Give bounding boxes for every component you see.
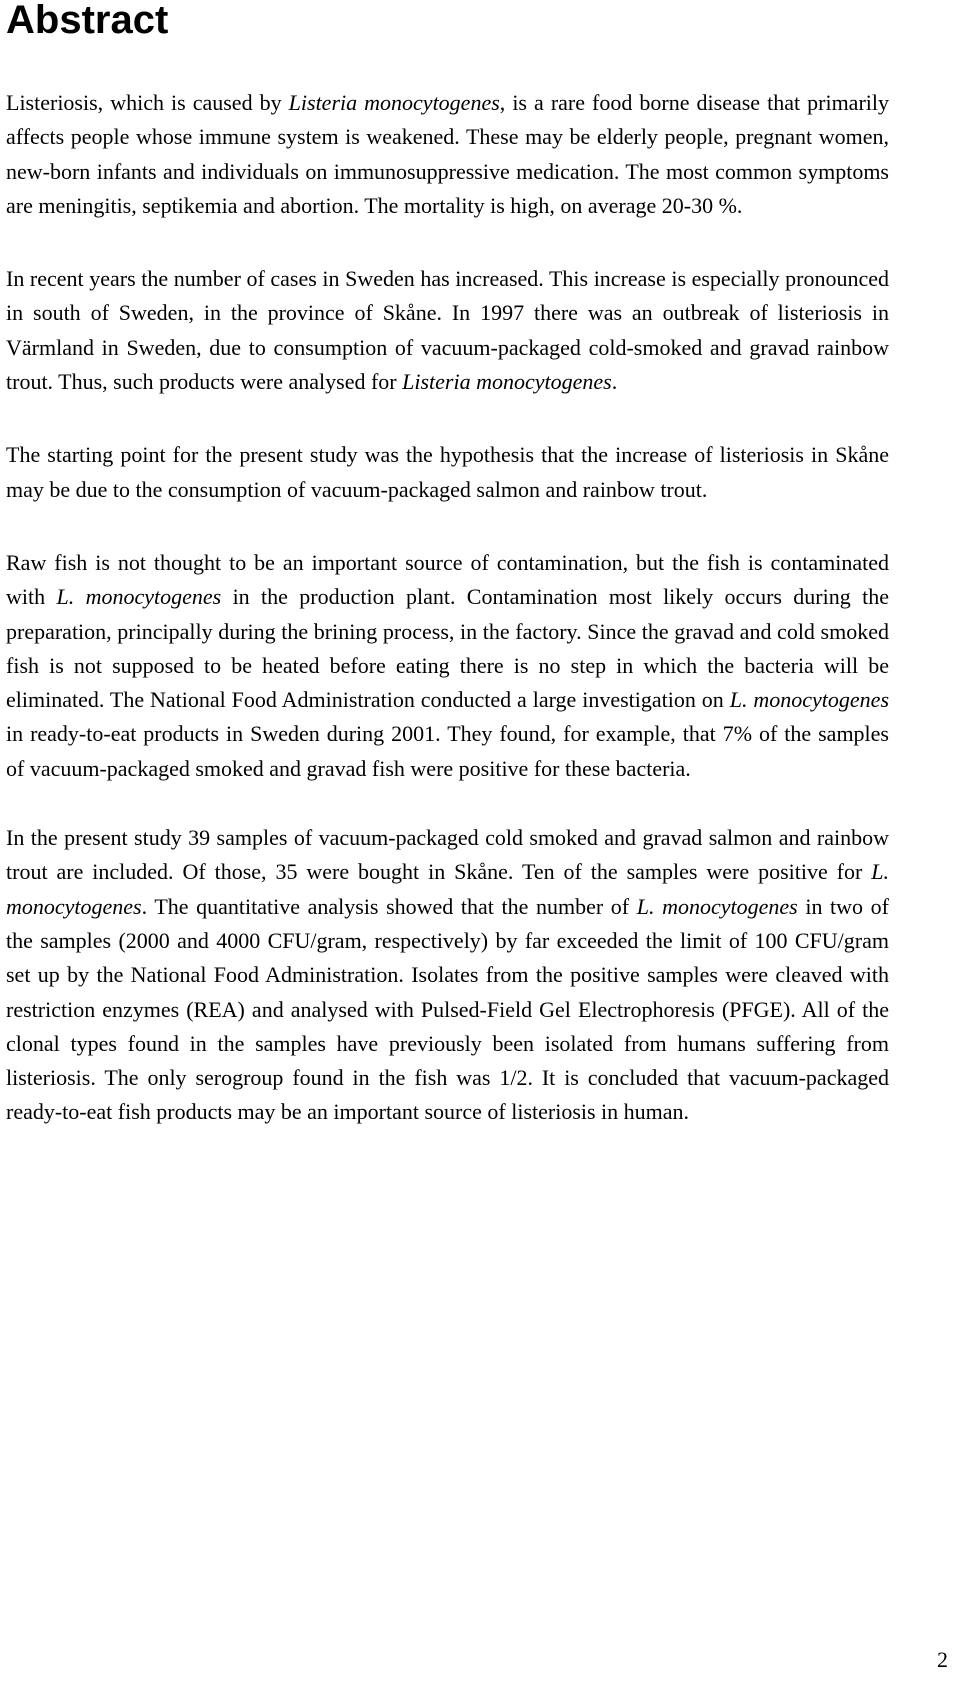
paragraph-4 xyxy=(6,546,889,786)
text-run: In recent years the number of cases in Sweden has increased. This increase is especially pronounced in south of Sweden, in the province of Skåne. In 1997 there was an outbreak of listeriosis in Värmland in Sweden, due to consumption of vacuum-packaged cold-smoked and gravad rainbow trout. Thus, such products were analysed for xyxy=(6,266,889,395)
paragraph-3 xyxy=(6,438,889,507)
italic-term: L. monocytogenes xyxy=(729,687,890,713)
abstract-body xyxy=(6,86,889,1169)
text-run: The starting point for the present study was the hypothesis that the increase of listeriosis in Skåne may be due to the consumption of vacuum-packaged salmon and rainbow trout. xyxy=(6,442,889,502)
text-run: Listeriosis, which is caused by xyxy=(6,90,289,115)
italic-term: Listeria monocytogenes xyxy=(288,90,500,115)
paragraph-1 xyxy=(6,86,889,223)
italic-term: L. monocytogenes xyxy=(6,859,889,919)
section-heading: Abstract xyxy=(6,0,169,42)
text-run: . xyxy=(611,369,618,395)
text-run: , is a rare food borne disease that primarily affects people whose immune system is weakened. These may be elderly people, pregnant women, new-born infants and individuals on immunosuppressive medication. The most common symptoms are meningitis, septikemia and abortion. The mortality is high, on average 20-30 %. xyxy=(6,90,889,218)
text-run: . The quantitative analysis showed that the number of xyxy=(141,893,637,919)
paragraph-2 xyxy=(6,262,889,399)
text-run: in two of the samples (2000 and 4000 CFU/gram, respectively) by far exceeded the limit of 100 CFU/gram set up by the National Food Administration. Isolates from the positive samples were cleaved with restriction enzymes (REA) and analysed with Pulsed-Field Gel Electrophoresis (PFGE). All of the clonal types found in the samples have previously been isolated from humans suffering from listeriosis. The only serogroup found in the fish was 1/2. It is concluded that vacuum-packaged ready-to-eat fish products may be an important source of listeriosis in human. xyxy=(6,893,889,1125)
italic-term: L. monocytogenes xyxy=(636,893,798,919)
text-run: In the present study 39 samples of vacuum-packaged cold smoked and gravad salmon and rainbow trout are included. Of those, 35 were bought in Skåne. Ten of the samples were positive for xyxy=(6,825,889,885)
page-number: 2 xyxy=(937,1647,948,1672)
italic-term: Listeria monocytogenes xyxy=(402,369,612,395)
text-run: in ready-to-eat products in Sweden during 2001. They found, for example, that 7% of the samples of vacuum-packaged smoked and gravad fish were positive for these bacteria. xyxy=(6,721,889,781)
text-run: in the production plant. Contamination most likely occurs during the preparation, principally during the brining process, in the factory. Since the gravad and cold smoked fish is not supposed to be heated before eating there is no step in which the bacteria will be eliminated. The National Food Administration conducted a large investigation on xyxy=(6,584,889,713)
italic-term: L. monocytogenes xyxy=(56,584,222,610)
paragraph-5 xyxy=(6,821,889,1130)
text-run: Raw fish is not thought to be an important source of contamination, but the fish is contaminated with xyxy=(6,549,889,610)
